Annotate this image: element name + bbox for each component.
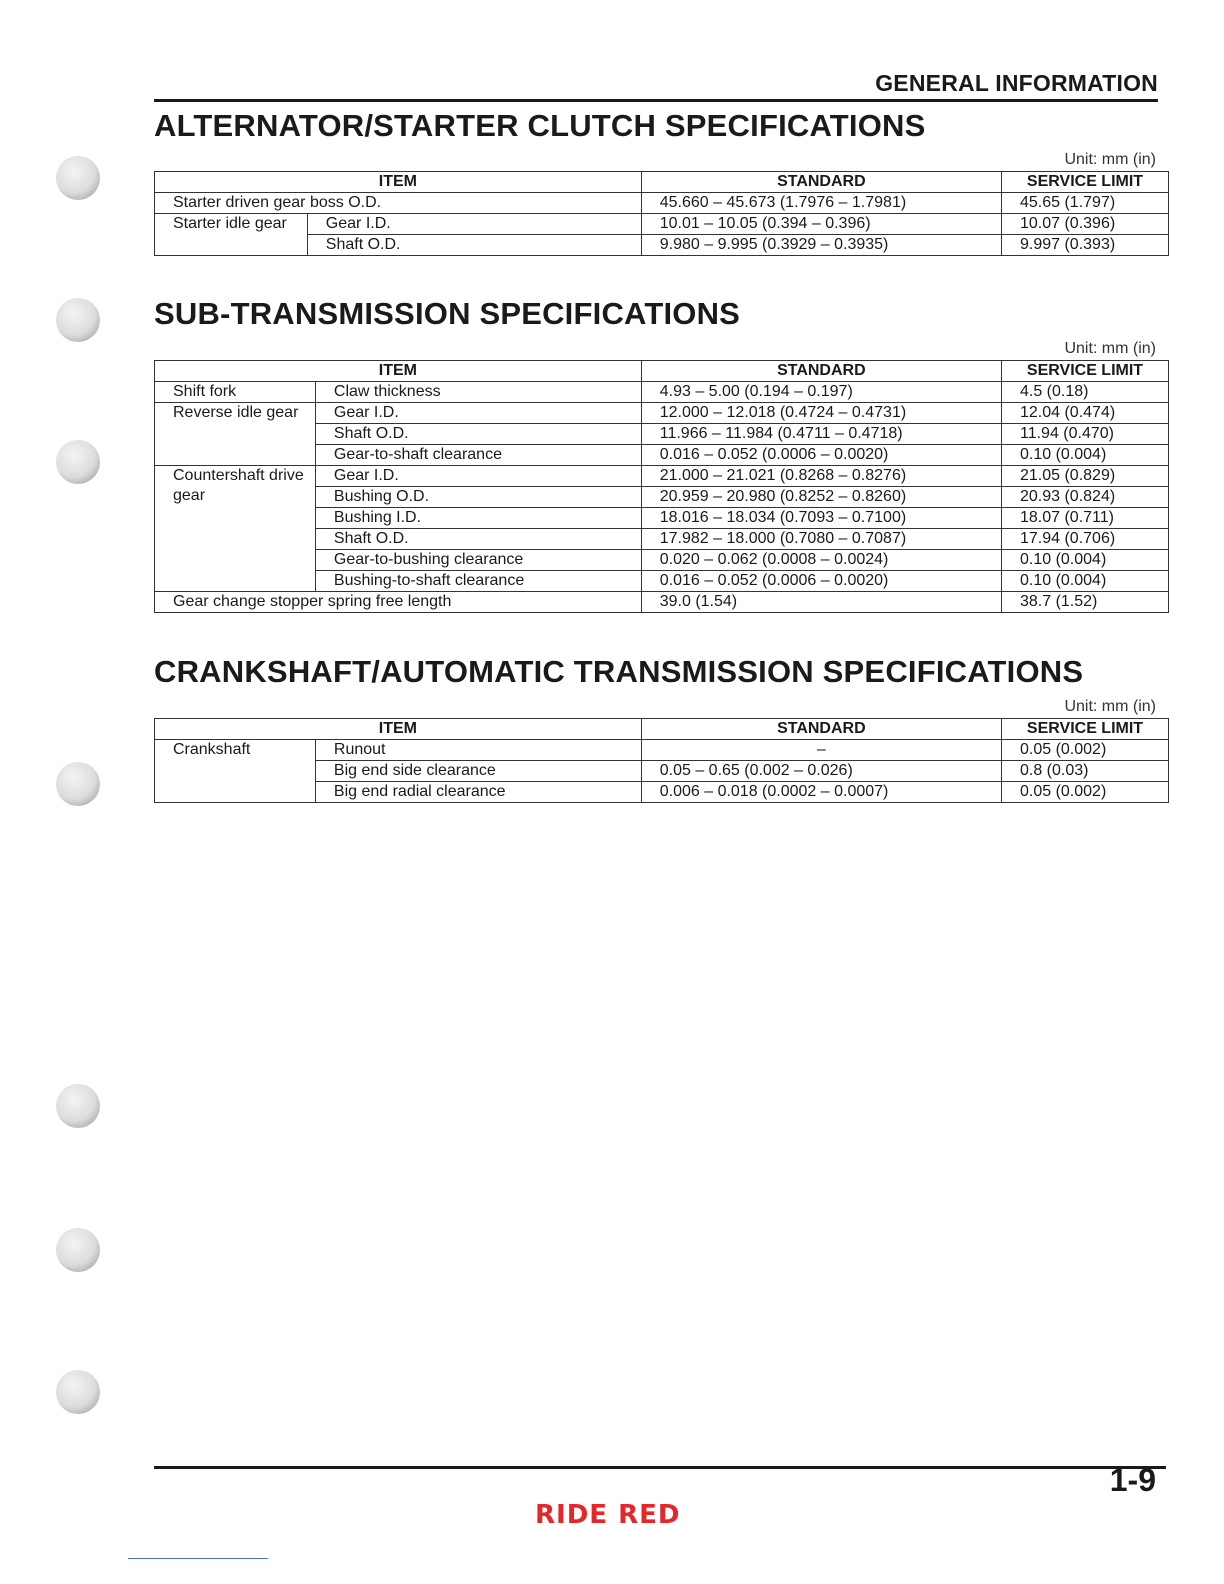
footer-rule bbox=[154, 1466, 1166, 1469]
punch-hole bbox=[56, 1228, 100, 1272]
alternator-title: ALTERNATOR/STARTER CLUTCH SPECIFICATIONS bbox=[154, 108, 926, 143]
cell-item: Starter driven gear boss O.D. bbox=[155, 193, 642, 214]
crankshaft-title: CRANKSHAFT/AUTOMATIC TRANSMISSION SPECIFICATIONS bbox=[154, 654, 1084, 689]
table-row bbox=[155, 466, 1169, 487]
crankshaft-table bbox=[154, 718, 1169, 803]
table-row bbox=[155, 193, 1169, 214]
cell-item: Shaft O.D. bbox=[315, 529, 641, 550]
cell-standard: 0.016 – 0.052 (0.0006 – 0.0020) bbox=[641, 445, 1001, 466]
cell-limit: 0.05 (0.002) bbox=[1001, 740, 1168, 761]
cell-limit: 11.94 (0.470) bbox=[1001, 424, 1168, 445]
cell-item: Runout bbox=[315, 740, 641, 761]
table-row bbox=[155, 214, 1169, 235]
cell-group: Countershaft drive gear bbox=[155, 466, 316, 592]
col-standard: STANDARD bbox=[641, 719, 1001, 740]
cell-limit: 12.04 (0.474) bbox=[1001, 403, 1168, 424]
table-row bbox=[155, 592, 1169, 613]
section-header: GENERAL INFORMATION bbox=[875, 70, 1158, 96]
col-limit: SERVICE LIMIT bbox=[1001, 361, 1168, 382]
cell-limit: 0.05 (0.002) bbox=[1001, 782, 1168, 803]
punch-hole bbox=[56, 440, 100, 484]
cell-limit: 18.07 (0.711) bbox=[1001, 508, 1168, 529]
cell-group: Starter idle gear bbox=[155, 214, 308, 256]
col-standard: STANDARD bbox=[641, 172, 1001, 193]
punch-hole bbox=[56, 1084, 100, 1128]
table-row bbox=[155, 403, 1169, 424]
col-limit: SERVICE LIMIT bbox=[1001, 172, 1168, 193]
cell-group: Shift fork bbox=[155, 382, 316, 403]
cell-item: Gear-to-bushing clearance bbox=[315, 550, 641, 571]
subtransmission-table bbox=[154, 360, 1169, 613]
cell-item: Bushing O.D. bbox=[315, 487, 641, 508]
punch-hole bbox=[56, 762, 100, 806]
cell-standard: 11.966 – 11.984 (0.4711 – 0.4718) bbox=[641, 424, 1001, 445]
subtransmission-unit: Unit: mm (in) bbox=[1064, 340, 1156, 357]
cell-item: Shaft O.D. bbox=[315, 424, 641, 445]
table-row bbox=[155, 382, 1169, 403]
cell-limit: 38.7 (1.52) bbox=[1001, 592, 1168, 613]
cell-item: Gear I.D. bbox=[315, 403, 641, 424]
cell-item: Big end radial clearance bbox=[315, 782, 641, 803]
subtransmission-title: SUB-TRANSMISSION SPECIFICATIONS bbox=[154, 296, 741, 331]
punch-hole bbox=[56, 156, 100, 200]
cell-limit: 17.94 (0.706) bbox=[1001, 529, 1168, 550]
cell-item: Claw thickness bbox=[315, 382, 641, 403]
cell-item: Gear change stopper spring free length bbox=[155, 592, 642, 613]
cell-item: Gear I.D. bbox=[315, 466, 641, 487]
col-item: ITEM bbox=[155, 361, 642, 382]
cell-standard: 0.016 – 0.052 (0.0006 – 0.0020) bbox=[641, 571, 1001, 592]
col-item: ITEM bbox=[155, 172, 642, 193]
punch-hole bbox=[56, 1370, 100, 1414]
table-header-row bbox=[155, 361, 1169, 382]
crankshaft-unit: Unit: mm (in) bbox=[1064, 698, 1156, 715]
cell-standard: 0.006 – 0.018 (0.0002 – 0.0007) bbox=[641, 782, 1001, 803]
cell-group: Reverse idle gear bbox=[155, 403, 316, 466]
cell-standard: 12.000 – 12.018 (0.4724 – 0.4731) bbox=[641, 403, 1001, 424]
cell-standard: 0.05 – 0.65 (0.002 – 0.026) bbox=[641, 761, 1001, 782]
brand-logo: RIDE RED bbox=[535, 1500, 681, 1530]
cell-item: Shaft O.D. bbox=[307, 235, 641, 256]
cell-limit: 45.65 (1.797) bbox=[1001, 193, 1168, 214]
cell-limit: 10.07 (0.396) bbox=[1001, 214, 1168, 235]
cell-standard: 17.982 – 18.000 (0.7080 – 0.7087) bbox=[641, 529, 1001, 550]
cell-limit: 4.5 (0.18) bbox=[1001, 382, 1168, 403]
cell-standard: 39.0 (1.54) bbox=[641, 592, 1001, 613]
cell-limit: 0.10 (0.004) bbox=[1001, 571, 1168, 592]
cell-standard: 20.959 – 20.980 (0.8252 – 0.8260) bbox=[641, 487, 1001, 508]
cell-limit: 9.997 (0.393) bbox=[1001, 235, 1168, 256]
cell-limit: 21.05 (0.829) bbox=[1001, 466, 1168, 487]
cell-item: Bushing I.D. bbox=[315, 508, 641, 529]
table-header-row bbox=[155, 719, 1169, 740]
cell-standard: 45.660 – 45.673 (1.7976 – 1.7981) bbox=[641, 193, 1001, 214]
page-number: 1-9 bbox=[1109, 1462, 1156, 1498]
cell-standard: 9.980 – 9.995 (0.3929 – 0.3935) bbox=[641, 235, 1001, 256]
cell-item: Bushing-to-shaft clearance bbox=[315, 571, 641, 592]
punch-hole bbox=[56, 298, 100, 342]
col-standard: STANDARD bbox=[641, 361, 1001, 382]
alternator-unit: Unit: mm (in) bbox=[1064, 151, 1156, 168]
col-item: ITEM bbox=[155, 719, 642, 740]
cell-standard: 0.020 – 0.062 (0.0008 – 0.0024) bbox=[641, 550, 1001, 571]
table-row bbox=[155, 235, 1169, 256]
footer-link-line bbox=[128, 1558, 268, 1559]
cell-group: Crankshaft bbox=[155, 740, 316, 803]
cell-item: Big end side clearance bbox=[315, 761, 641, 782]
cell-standard: – bbox=[641, 740, 1001, 761]
table-row bbox=[155, 740, 1169, 761]
cell-standard: 21.000 – 21.021 (0.8268 – 0.8276) bbox=[641, 466, 1001, 487]
cell-limit: 0.8 (0.03) bbox=[1001, 761, 1168, 782]
cell-limit: 20.93 (0.824) bbox=[1001, 487, 1168, 508]
cell-standard: 4.93 – 5.00 (0.194 – 0.197) bbox=[641, 382, 1001, 403]
cell-item: Gear-to-shaft clearance bbox=[315, 445, 641, 466]
cell-limit: 0.10 (0.004) bbox=[1001, 550, 1168, 571]
table-header-row bbox=[155, 172, 1169, 193]
header-rule bbox=[154, 99, 1158, 102]
cell-limit: 0.10 (0.004) bbox=[1001, 445, 1168, 466]
col-limit: SERVICE LIMIT bbox=[1001, 719, 1168, 740]
alternator-table bbox=[154, 171, 1169, 256]
cell-item: Gear I.D. bbox=[307, 214, 641, 235]
cell-standard: 10.01 – 10.05 (0.394 – 0.396) bbox=[641, 214, 1001, 235]
cell-standard: 18.016 – 18.034 (0.7093 – 0.7100) bbox=[641, 508, 1001, 529]
